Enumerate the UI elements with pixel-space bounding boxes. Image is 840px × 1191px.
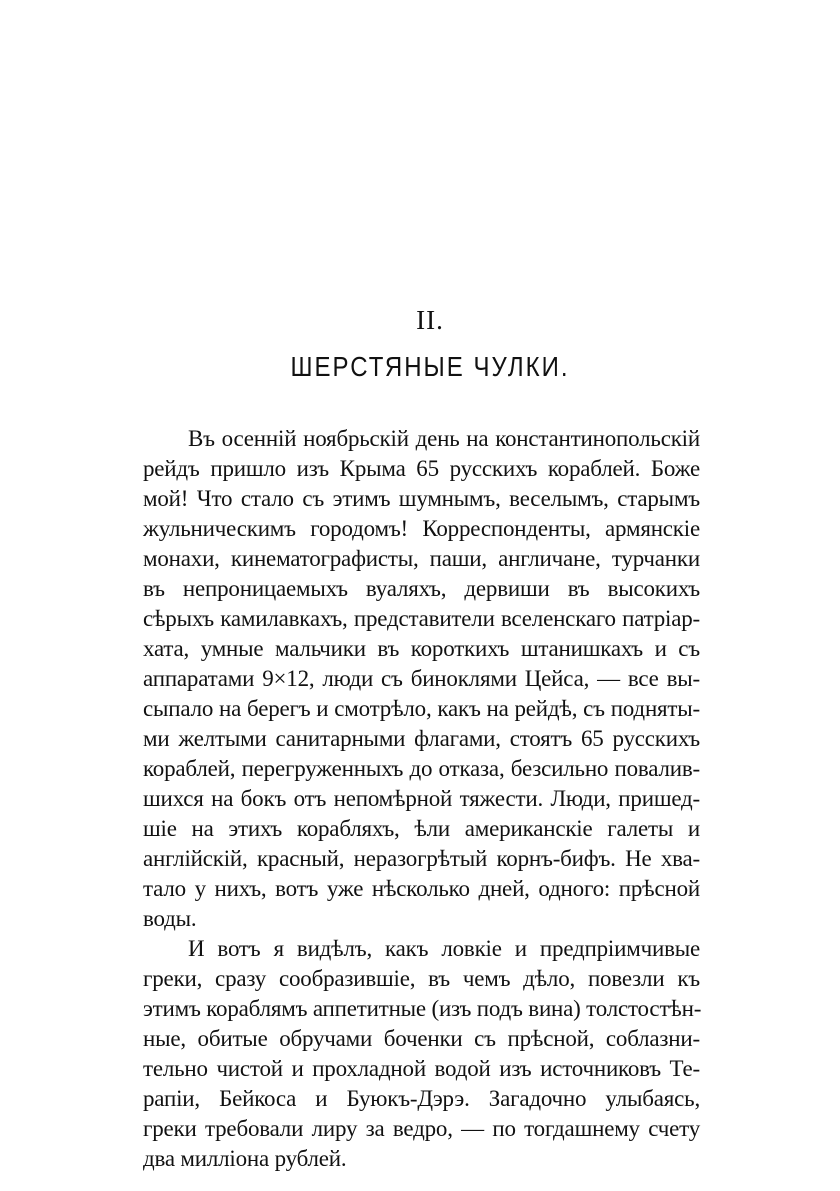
text-line: шіе на этихъ корабляхъ, ѣли американскіе галеты и <box>143 816 700 841</box>
text-line: греки, сразу сообразившіе, въ чемъ дѣло, повезли къ <box>143 966 700 991</box>
text-line: ные, обитые обручами боченки съ прѣсной, соблазни- <box>143 1026 700 1051</box>
text-line: этимъ кораблямъ аппетитные (изъ подъ вина) толстостѣн- <box>143 996 702 1021</box>
text-line: шихся на бокъ отъ непомѣрной тяжести. Люди, пришед- <box>143 786 700 811</box>
text-line: англійскій, красный, неразогрѣтый корнъ-бифъ. Не хва- <box>143 846 700 871</box>
chapter-title: ШЕРСТЯНЫЕ ЧУЛКИ. <box>290 352 570 384</box>
text-line: рапіи, Бейкоса и Буюкъ-Дэрэ. Загадочно улыбаясь, <box>143 1086 700 1111</box>
text-line: кораблей, перегруженныхъ до отказа, безсильно повалив- <box>143 756 700 781</box>
text-line: въ непроницаемыхъ вуаляхъ, дервиши въ высокихъ <box>143 576 700 601</box>
chapter-number: II. <box>416 305 444 335</box>
text-line: сѣрыхъ камилавкахъ, представители вселенскаго патріар- <box>143 606 700 631</box>
text-line: рейдъ пришло изъ Крыма 65 русскихъ кораблей. Боже <box>143 456 700 481</box>
text-line: два милліона рублей. <box>143 1146 347 1171</box>
text-line: сыпало на берегъ и смотрѣло, какъ на рейдѣ, съ подняты- <box>143 696 700 721</box>
text-line: хата, умные мальчики въ короткихъ штанишкахъ и съ <box>143 636 700 661</box>
text-line: тельно чистой и прохладной водой изъ источниковъ Те- <box>143 1056 700 1081</box>
text-line: ми желтыми санитарными флагами, стоятъ 65 русскихъ <box>143 726 700 751</box>
text-line: монахи, кинематографисты, паши, англичане, турчанки <box>143 546 700 571</box>
text-line: жульническимъ городомъ! Корреспонденты, армянскіе <box>143 516 700 541</box>
text-line: тало у нихъ, вотъ уже нѣсколько дней, одного: прѣсной <box>143 876 700 901</box>
text-line: мой! Что стало съ этимъ шумнымъ, веселымъ, старымъ <box>143 486 700 511</box>
text-line: аппаратами 9×12, люди съ биноклями Цейса, — все вы- <box>143 666 700 691</box>
text-line: воды. <box>143 906 197 931</box>
text-line: греки требовали лиру за ведро, — по тогдашнему счету <box>143 1116 700 1141</box>
text-line: Въ осенній ноябрьскій день на константинопольскій <box>188 426 700 451</box>
text-line: И вотъ я видѣлъ, какъ ловкіе и предпріимчивые <box>188 936 700 961</box>
